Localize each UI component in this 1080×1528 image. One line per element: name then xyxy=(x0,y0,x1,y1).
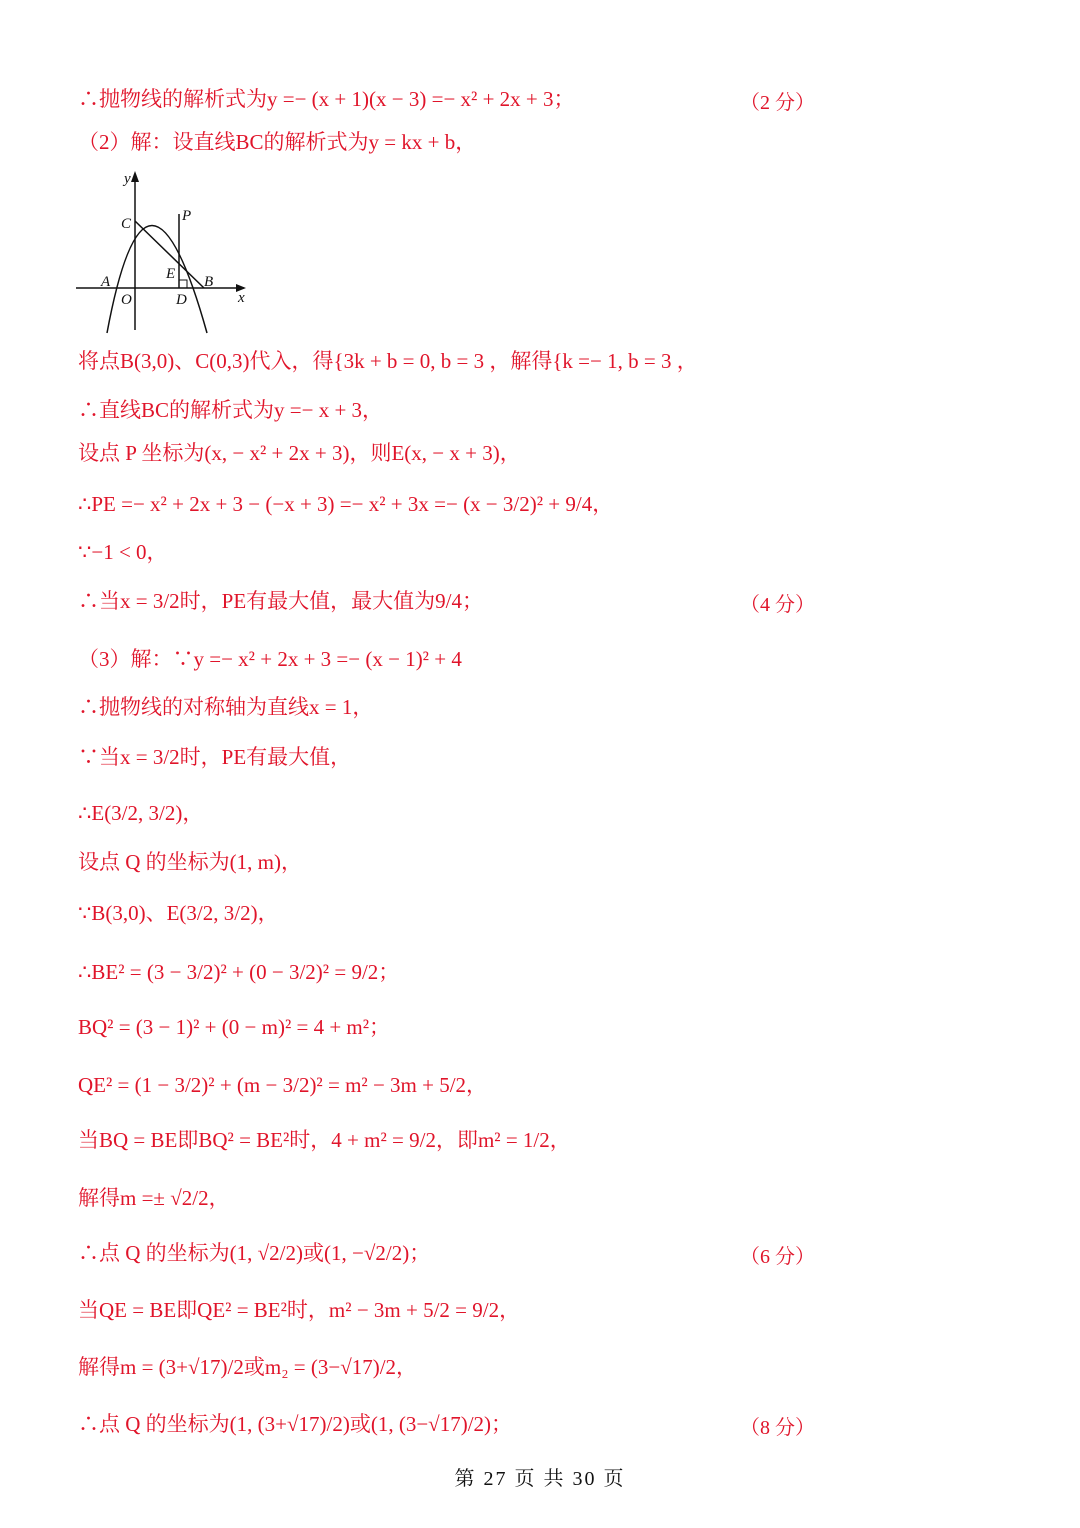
score-mark: （8 分） xyxy=(740,1417,815,1439)
solution-line: 解得m = (3+√17)/2或m₂ = (3−√17)/2， xyxy=(78,1355,418,1379)
solution-line: 将点B(3,0)、C(0,3)代入，得{3k + b = 0, b = 3 ，解得{k =− 1, b = 3 ， xyxy=(78,349,698,373)
solution-line: 当QE = BE即QE² = BE²时，m² − 3m + 5/2 = 9/2， xyxy=(78,1298,521,1322)
score-mark: （6 分） xyxy=(740,1246,815,1268)
solution-line: ∴抛物线的对称轴为直线x = 1， xyxy=(78,695,374,719)
parabola-figure xyxy=(74,168,254,336)
solution-line: BQ² = (3 − 1)² + (0 − m)² = 4 + m²； xyxy=(78,1015,391,1039)
solution-line: ∵当x = 3/2时，PE有最大值， xyxy=(78,745,352,769)
label-p: P xyxy=(182,208,192,224)
y-axis-arrow xyxy=(131,171,139,182)
solution-line: ∴BE² = (3 − 3/2)² + (0 − 3/2)² = 9/2； xyxy=(78,960,400,984)
solution-line: 解得m =± √2/2， xyxy=(78,1186,230,1210)
solution-line: ∴当x = 3/2时，PE有最大值，最大值为9/4； xyxy=(78,589,484,613)
solution-line: ∵B(3,0)、E(3/2, 3/2)， xyxy=(78,901,279,925)
label-a: A xyxy=(101,274,111,290)
score-mark: （2 分） xyxy=(740,92,815,114)
solution-line: ∴点 Q 的坐标为(1, (3+√17)/2)或(1, (3−√17)/2)； xyxy=(78,1412,513,1436)
solution-line: 当BQ = BE即BQ² = BE²时，4 + m² = 9/2，即m² = 1/2， xyxy=(78,1128,571,1152)
solution-line: ∴E(3/2, 3/2)， xyxy=(78,801,204,825)
label-e: E xyxy=(166,266,176,282)
score-mark: （4 分） xyxy=(740,594,815,616)
solution-line: ∵−1 < 0， xyxy=(78,540,168,564)
label-b: B xyxy=(204,274,214,290)
solution-line: ∴直线BC的解析式为y =− x + 3， xyxy=(78,398,384,422)
solution-line: ∴点 Q 的坐标为(1, √2/2)或(1, −√2/2)； xyxy=(78,1241,431,1265)
solution-line: 设点 Q 的坐标为(1, m)， xyxy=(78,850,302,874)
label-d: D xyxy=(176,292,187,308)
page-footer: 第 27 页 共 30 页 xyxy=(454,1468,626,1490)
solution-line: （2）解：设直线BC的解析式为y = kx + b， xyxy=(78,130,477,154)
label-y: y xyxy=(124,171,131,187)
label-c: C xyxy=(121,216,132,232)
label-x: x xyxy=(238,290,245,306)
label-o: O xyxy=(121,292,132,308)
solution-line: ∴抛物线的解析式为y =− (x + 1)(x − 3) =− x² + 2x + 3； xyxy=(78,87,575,111)
solution-line: QE² = (1 − 3/2)² + (m − 3/2)² = m² − 3m + 5/2， xyxy=(78,1073,488,1097)
solution-line: 设点 P 坐标为(x, − x² + 2x + 3)，则E(x, − x + 3)， xyxy=(78,441,521,465)
solution-line: ∴PE =− x² + 2x + 3 − (−x + 3) =− x² + 3x =− (x − 3/2)² + 9/4， xyxy=(78,492,614,516)
right-angle-mark xyxy=(179,280,187,288)
solution-line: （3）解：∵y =− x² + 2x + 3 =− (x − 1)² + 4 xyxy=(78,647,462,671)
